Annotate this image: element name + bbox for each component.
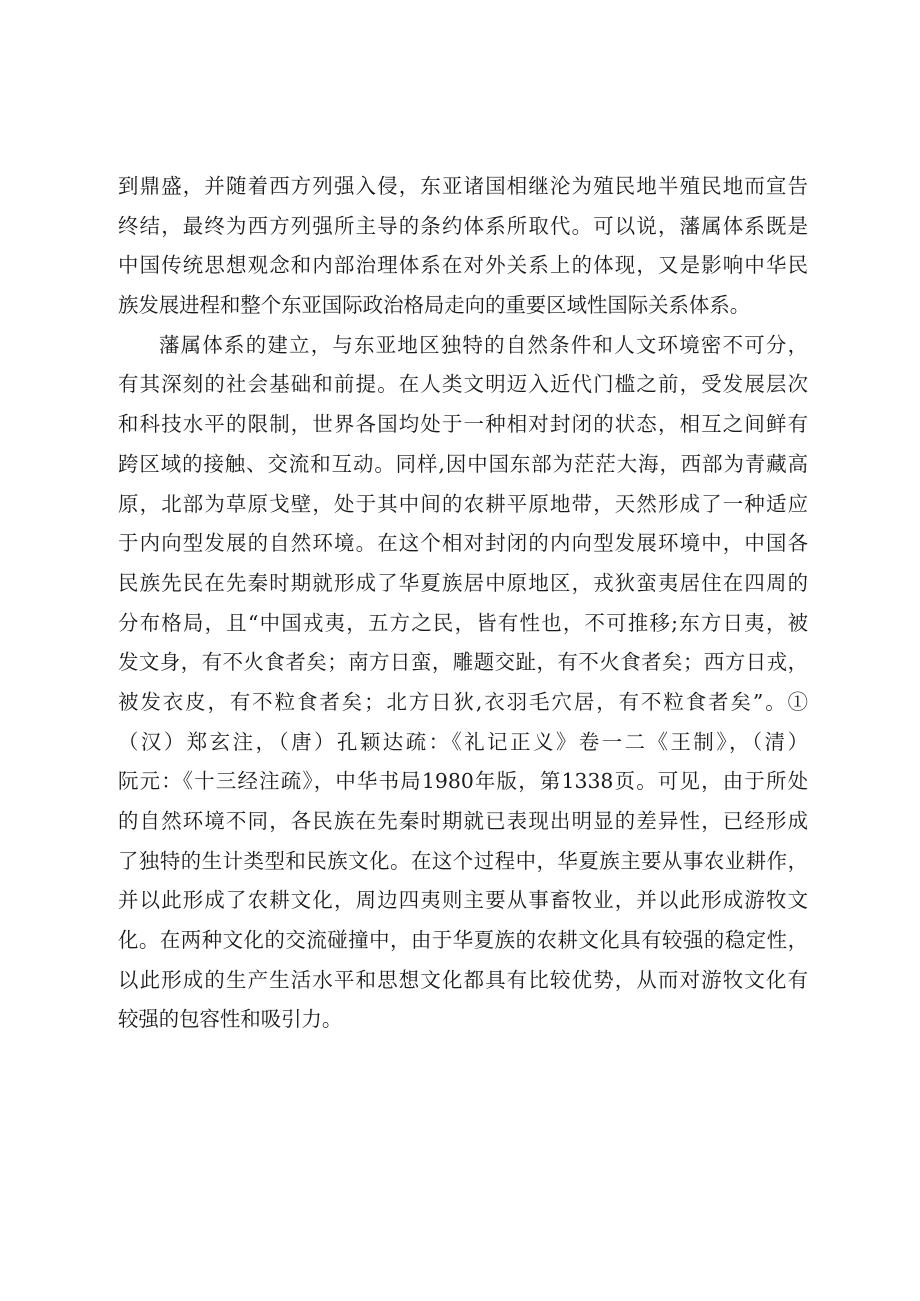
text-line: 的自然环境不同，各民族在先秦时期就已表现出明显的差异性，已经形成 [118, 809, 808, 833]
text-line: 以此形成的生产生活水平和思想文化都具有比较优势，从而对游牧文化有 [118, 967, 808, 992]
text-line: 跨区域的接触、交流和互动。同样,因中国东部为茫茫大海，西部为青藏高 [118, 451, 808, 476]
text-line: 民族先民在先秦时期就形成了华夏族居中原地区，戎狄蛮夷居住在四周的 [118, 570, 808, 595]
text-line: 有其深刻的社会基础和前提。在人类文明迈入近代门槛之前，受发展层次 [118, 372, 808, 397]
text-line: 了独特的生计类型和民族文化。在这个过程中，华夏族主要从事农业耕作， [118, 848, 808, 873]
text-line: 分布格局，且“中国戎夷，五方之民，皆有性也，不可推移;东方日夷，被 [118, 610, 808, 635]
text-line: 终结，最终为西方列强所主导的条约体系所取代。可以说，藩属体系既是 [118, 213, 808, 238]
text-line: 并以此形成了农耕文化，周边四夷则主要从事畜牧业，并以此形成游牧文 [118, 888, 808, 913]
text-line: 族发展进程和整个东亚国际政治格局走向的重要区域性国际关系体系。 [118, 293, 751, 318]
body-text [118, 167, 808, 1040]
text-line: 化。在两种文化的交流碰撞中，由于华夏族的农耕文化具有较强的稳定性， [118, 928, 808, 953]
text-line: 中国传统思想观念和内部治理体系在对外关系上的体现，又是影响中华民 [118, 253, 808, 278]
text-line: 于内向型发展的自然环境。在这个相对封闭的内向型发展环境中，中国各 [118, 531, 808, 556]
text-line: 被发衣皮，有不粒食者矣；北方日狄,衣羽毛穴居，有不粒食者矣”。① [118, 689, 808, 714]
text-line: 和科技水平的限制，世界各国均处于一种相对封闭的状态，相互之间鲜有 [118, 412, 808, 437]
footnote-citation-line: （汉）郑玄注，（唐）孔颖达疏：《礼记正义》卷一二《王制》，（清） [118, 729, 808, 754]
text-line: 阮元：《十三经注疏》，中华书局1980年版，第1338页。可见，由于所处 [118, 769, 808, 794]
text-line: 较强的包容性和吸引力。 [118, 1007, 343, 1032]
text-line: 原，北部为草原戈壁，处于其中间的农耕平原地带，天然形成了一种适应 [118, 491, 808, 516]
text-line: 发文身，有不火食者矣；南方日蛮，雕题交趾，有不火食者矣；西方日戎， [118, 650, 808, 675]
paragraph-start-line: 藩属体系的建立，与东亚地区独特的自然条件和人文环境密不可分， [159, 332, 808, 357]
text-line: 到鼎盛，并随着西方列强入侵，东亚诸国相继沦为殖民地半殖民地而宣告 [118, 174, 808, 198]
